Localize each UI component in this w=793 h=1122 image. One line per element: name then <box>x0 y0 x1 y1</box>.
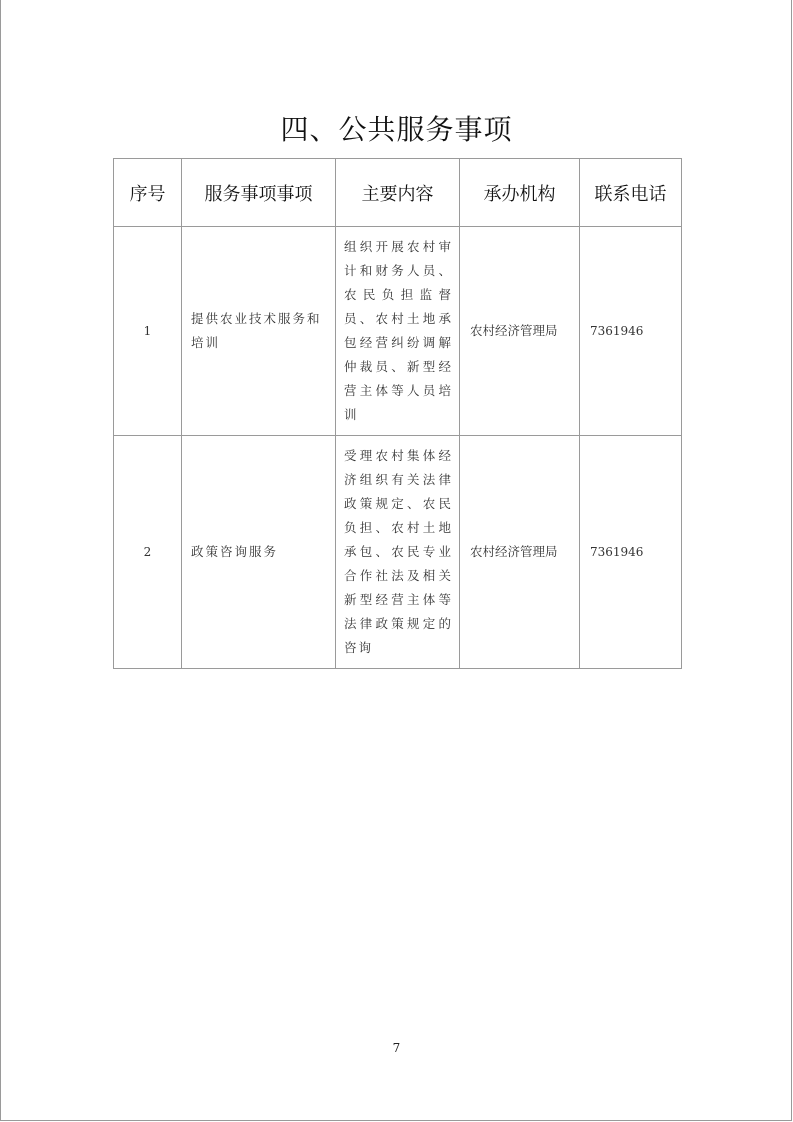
table-row <box>114 227 682 436</box>
row-serial-number: 1 <box>114 227 182 436</box>
table-row <box>114 436 682 669</box>
row-main-content: 受理农村集体经济组织有关法律政策规定、农民负担、农村土地承包、农民专业合作社法及相关新型经营主体等法律政策规定的咨询 <box>336 436 460 669</box>
header-phone: 联系电话 <box>580 159 682 227</box>
row-serial-number: 2 <box>114 436 182 669</box>
row-service-item: 提供农业技术服务和培训 <box>182 227 336 436</box>
row-main-content: 组织开展农村审计和财务人员、农民负担监督员、农村土地承包经营纠纷调解仲裁员、新型经营主体等人员培训 <box>336 227 460 436</box>
header-main-content: 主要内容 <box>336 159 460 227</box>
row-organization: 农村经济管理局 <box>460 436 580 669</box>
row-phone: 7361946 <box>580 436 682 669</box>
page-number: 7 <box>392 1041 401 1055</box>
header-serial-number: 序号 <box>114 159 182 227</box>
row-phone: 7361946 <box>580 227 682 436</box>
row-organization: 农村经济管理局 <box>460 227 580 436</box>
table-header-row <box>114 159 682 227</box>
header-service-item: 服务事项事项 <box>182 159 336 227</box>
public-service-table <box>113 158 682 669</box>
document-title: 四、公共服务事项 <box>280 113 513 146</box>
header-organization: 承办机构 <box>460 159 580 227</box>
row-service-item: 政策咨询服务 <box>182 436 336 669</box>
